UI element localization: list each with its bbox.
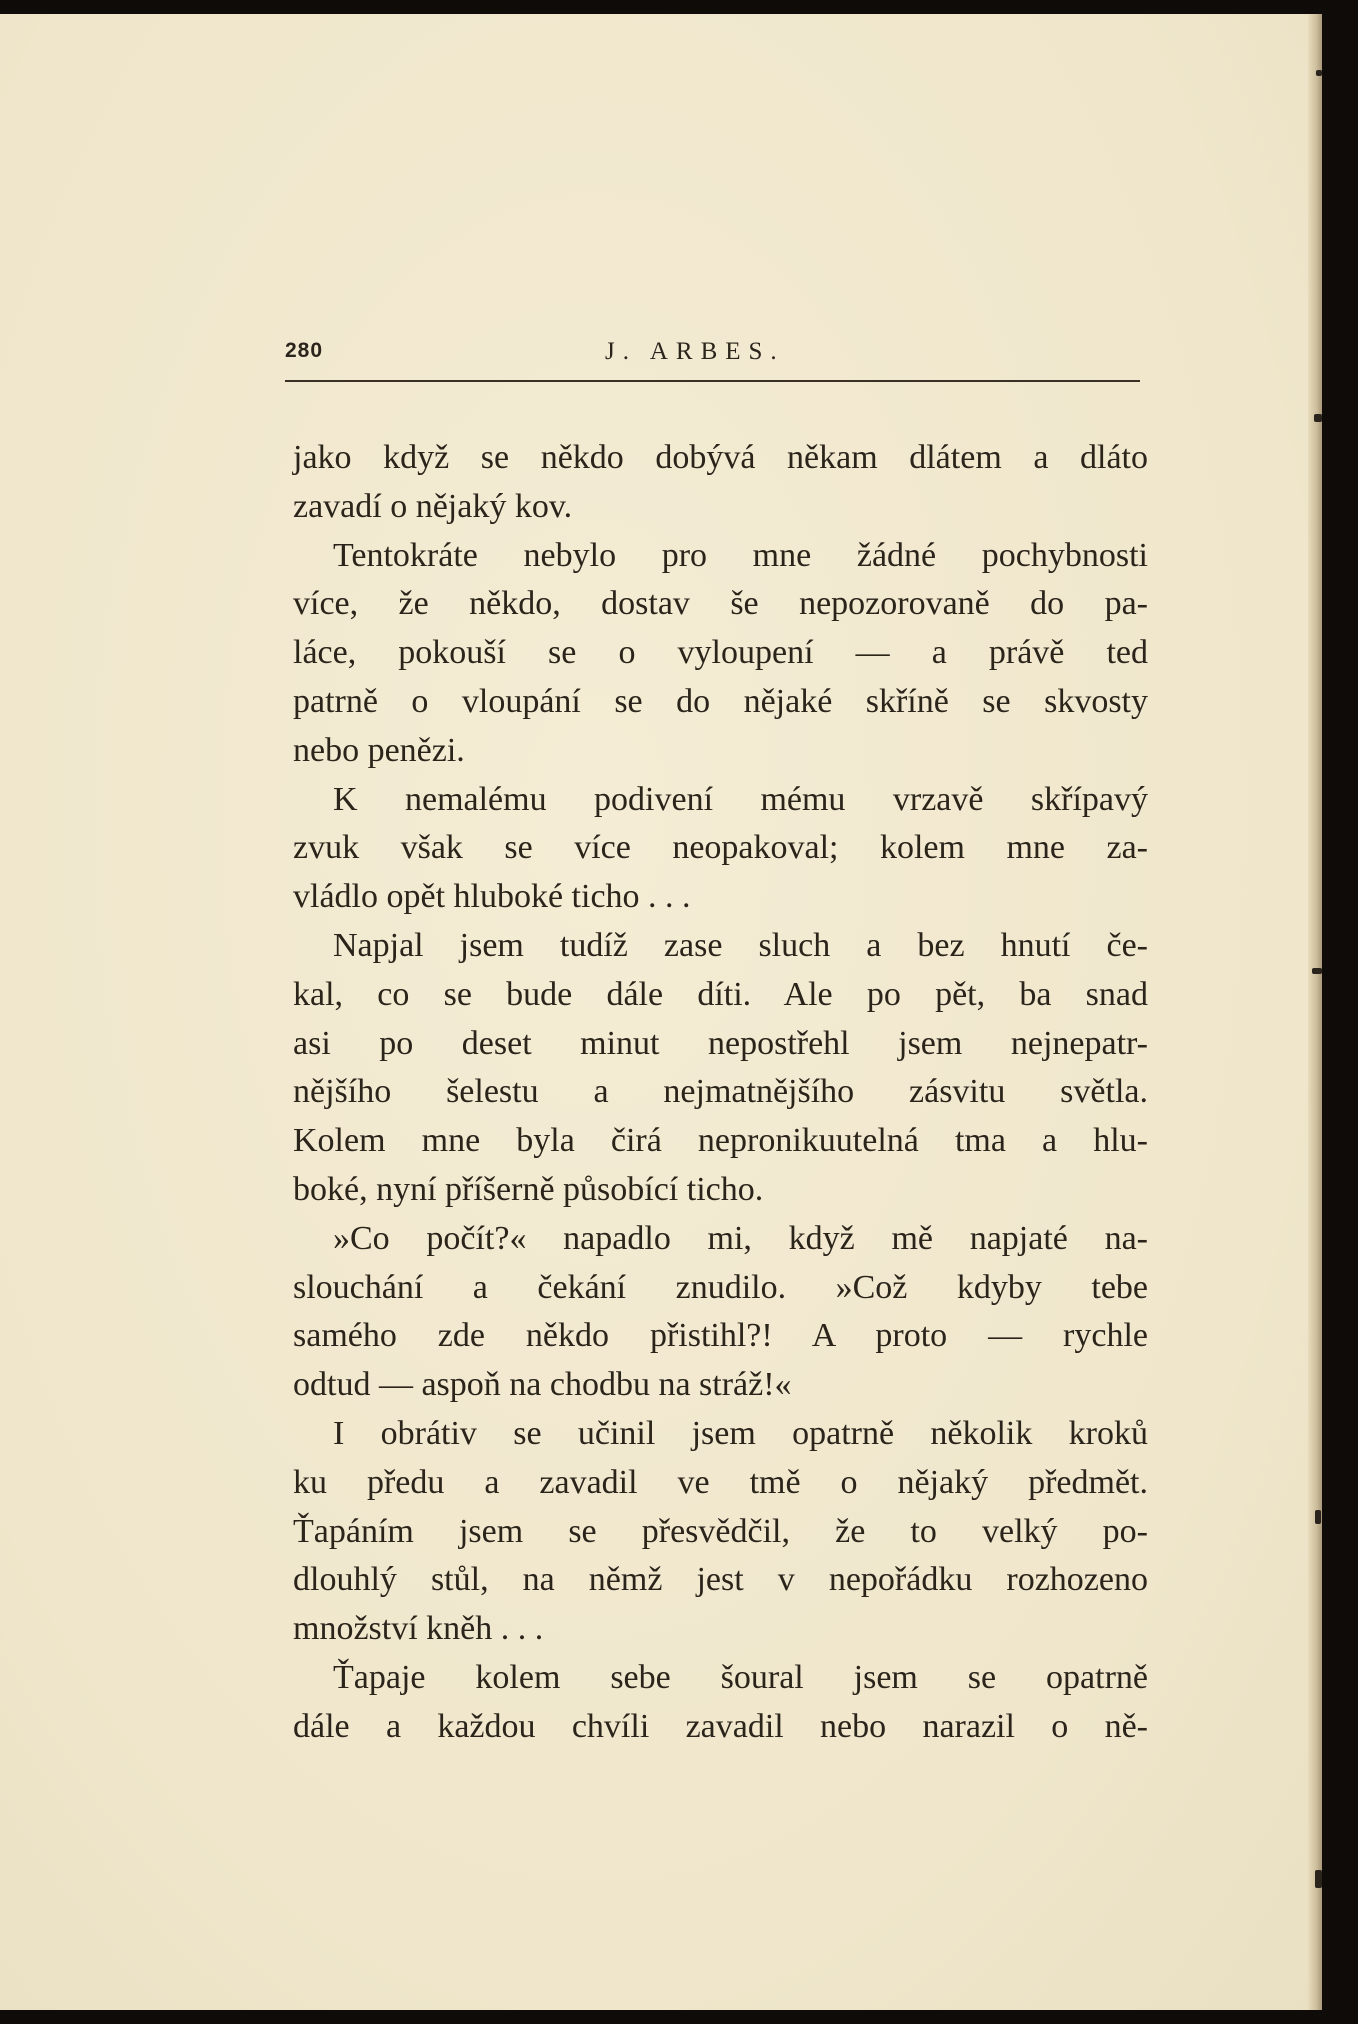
text-line: dále a každou chvíli zavadil nebo narazil o ně- bbox=[293, 1707, 1148, 1745]
text-line: »Co počít?« napadlo mi, když mě napjaté na- bbox=[333, 1219, 1148, 1257]
text-line: vládlo opět hluboké ticho . . . bbox=[293, 878, 691, 916]
edge-mark bbox=[1316, 70, 1322, 76]
text-line: zvuk však se více neopakoval; kolem mne za- bbox=[293, 829, 1148, 867]
text-line: dlouhlý stůl, na němž jest v nepořádku rozhozeno bbox=[293, 1561, 1148, 1599]
header-rule bbox=[285, 380, 1140, 382]
edge-mark bbox=[1312, 968, 1322, 974]
page-header bbox=[285, 339, 1140, 379]
edge-mark bbox=[1314, 414, 1322, 422]
text-line: Napjal jsem tudíž zase sluch a bez hnutí če- bbox=[333, 926, 1148, 964]
running-head: J. ARBES. bbox=[605, 338, 785, 365]
text-line: K nemalému podivení mému vrzavě skřípavý bbox=[333, 780, 1148, 818]
text-line: více, že někdo, dostav še nepozorovaně do pa- bbox=[293, 585, 1148, 623]
text-line: I obrátiv se učinil jsem opatrně několik kroků bbox=[333, 1414, 1148, 1452]
text-line: Ťapáním jsem se přesvědčil, že to velký po- bbox=[293, 1512, 1148, 1550]
book-page bbox=[0, 14, 1322, 2010]
page-number: 280 bbox=[285, 339, 324, 362]
text-line: asi po deset minut nepostřehl jsem nejnepatr- bbox=[293, 1024, 1148, 1062]
text-line: samého zde někdo přistihl?! A proto — rychle bbox=[293, 1317, 1148, 1355]
text-line: nějšího šelestu a nejmatnějšího zásvitu světla. bbox=[293, 1073, 1148, 1111]
text-line: ku předu a zavadil ve tmě o nějaký předmět. bbox=[293, 1463, 1148, 1501]
text-line: kal, co se bude dále díti. Ale po pět, ba snad bbox=[293, 975, 1148, 1013]
edge-mark bbox=[1315, 1510, 1321, 1524]
text-line: Ťapaje kolem sebe šoural jsem se opatrně bbox=[333, 1658, 1148, 1696]
text-line: jako když se někdo dobývá někam dlátem a dláto bbox=[293, 439, 1148, 476]
edge-mark bbox=[1315, 1870, 1322, 1888]
text-line: Tentokráte nebylo pro mne žádné pochybnosti bbox=[333, 536, 1148, 574]
text-line: odtud — aspoň na chodbu na stráž!« bbox=[293, 1366, 792, 1404]
text-line: láce, pokouší se o vyloupení — a právě ted bbox=[293, 634, 1148, 672]
text-line: Kolem mne byla čirá nepronikuutelná tma a hlu- bbox=[293, 1122, 1148, 1160]
text-line: množství kněh . . . bbox=[293, 1610, 544, 1648]
text-line: slouchání a čekání znudilo. »Což kdyby tebe bbox=[293, 1268, 1148, 1306]
text-line: zavadí o nějaký kov. bbox=[293, 487, 573, 525]
text-line: boké, nyní příšerně působící ticho. bbox=[293, 1170, 764, 1208]
text-line: patrně o vloupání se do nějaké skříně se skvosty bbox=[293, 682, 1148, 720]
page-edge-shadow bbox=[1308, 14, 1322, 2010]
text-line: nebo penězi. bbox=[293, 731, 465, 769]
body-text bbox=[293, 434, 1148, 1752]
